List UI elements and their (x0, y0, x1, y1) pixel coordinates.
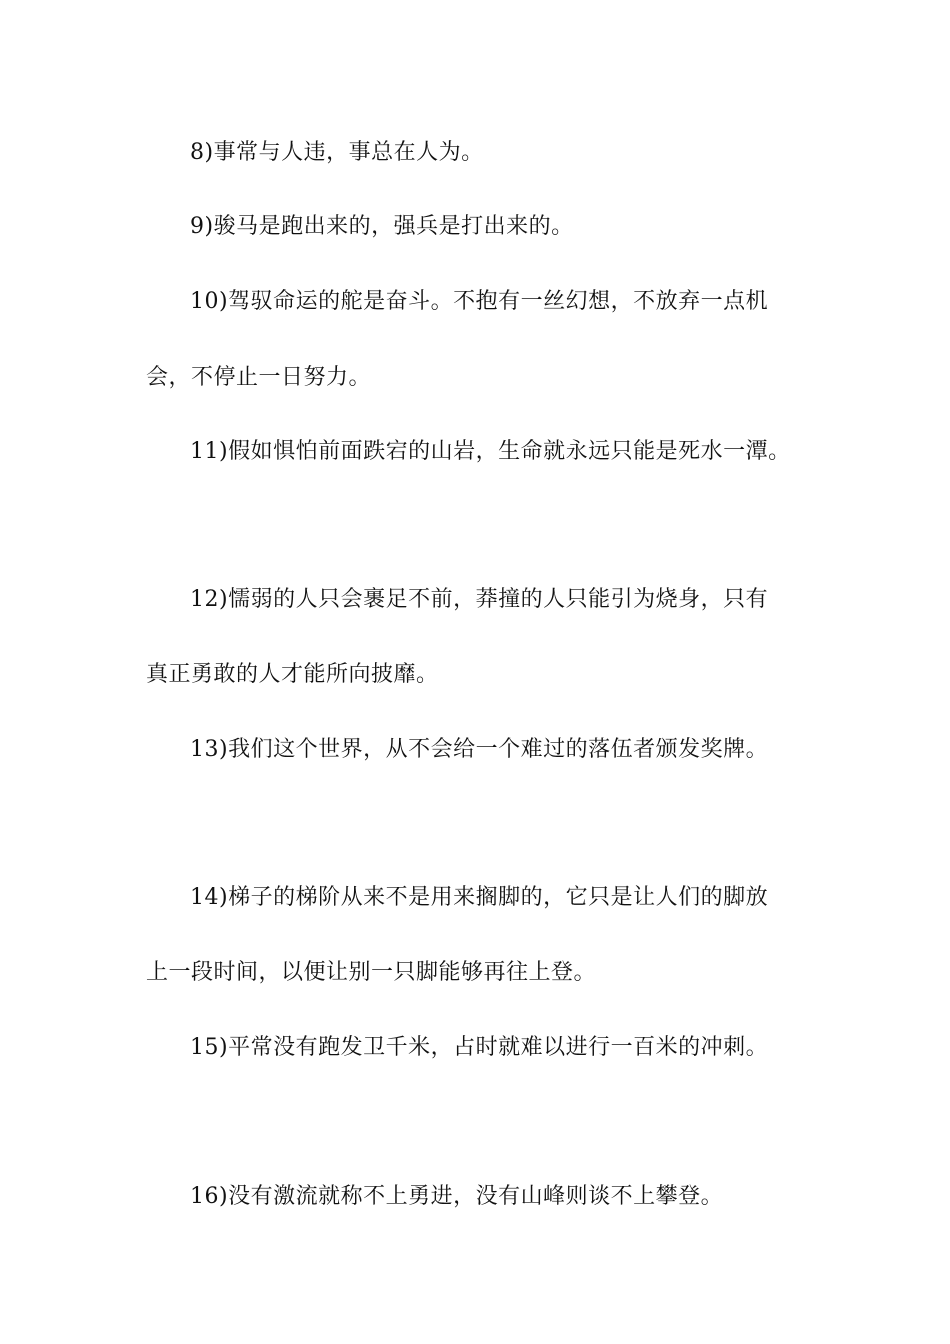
quote-14-continued (146, 959, 596, 987)
quote-number: 14) (190, 885, 229, 910)
quote-8 (190, 139, 484, 167)
quote-12 (190, 586, 768, 614)
quote-12-continued (146, 661, 439, 689)
quote-number: 16) (190, 1184, 229, 1209)
quote-13 (190, 736, 768, 764)
quote-11 (190, 438, 791, 466)
quote-number: 13) (190, 737, 229, 762)
quote-number: 10) (190, 289, 229, 314)
quote-number: 9) (190, 214, 214, 239)
quote-number: 8) (190, 140, 214, 165)
quote-text: 假如惧怕前面跌宕的山岩，生命就永远只能是死水一潭。 (228, 439, 791, 464)
quote-text: 骏马是跑出来的，强兵是打出来的。 (213, 214, 574, 239)
quote-text: 梯子的梯阶从来不是用来搁脚的，它只是让人们的脚放 (228, 885, 769, 910)
quote-number: 15) (190, 1035, 229, 1060)
quote-text: 事常与人违，事总在人为。 (213, 140, 484, 165)
quote-14 (190, 884, 768, 912)
quote-9 (190, 213, 574, 241)
quote-16 (190, 1183, 723, 1211)
quote-text: 没有激流就称不上勇进，没有山峰则谈不上攀登。 (228, 1184, 724, 1209)
quote-10-continued (146, 364, 371, 392)
quote-number: 12) (190, 587, 229, 612)
quote-text: 懦弱的人只会裹足不前，莽撞的人只能引为烧身，只有 (228, 587, 769, 612)
quote-15 (190, 1034, 768, 1062)
quote-text: 平常没有跑发卫千米，占时就难以进行一百米的冲刺。 (228, 1035, 769, 1060)
quote-number: 11) (190, 439, 229, 464)
quote-text: 真正勇敢的人才能所向披靡。 (146, 662, 439, 687)
quote-10 (190, 288, 768, 316)
quote-text: 我们这个世界，从不会给一个难过的落伍者颁发奖牌。 (228, 737, 769, 762)
quote-text: 上一段时间，以便让别一只脚能够再往上登。 (146, 960, 597, 985)
quote-text: 会，不停止一日努力。 (146, 365, 372, 390)
quote-text: 驾驭命运的舵是奋斗。不抱有一丝幻想，不放弃一点机 (228, 289, 769, 314)
